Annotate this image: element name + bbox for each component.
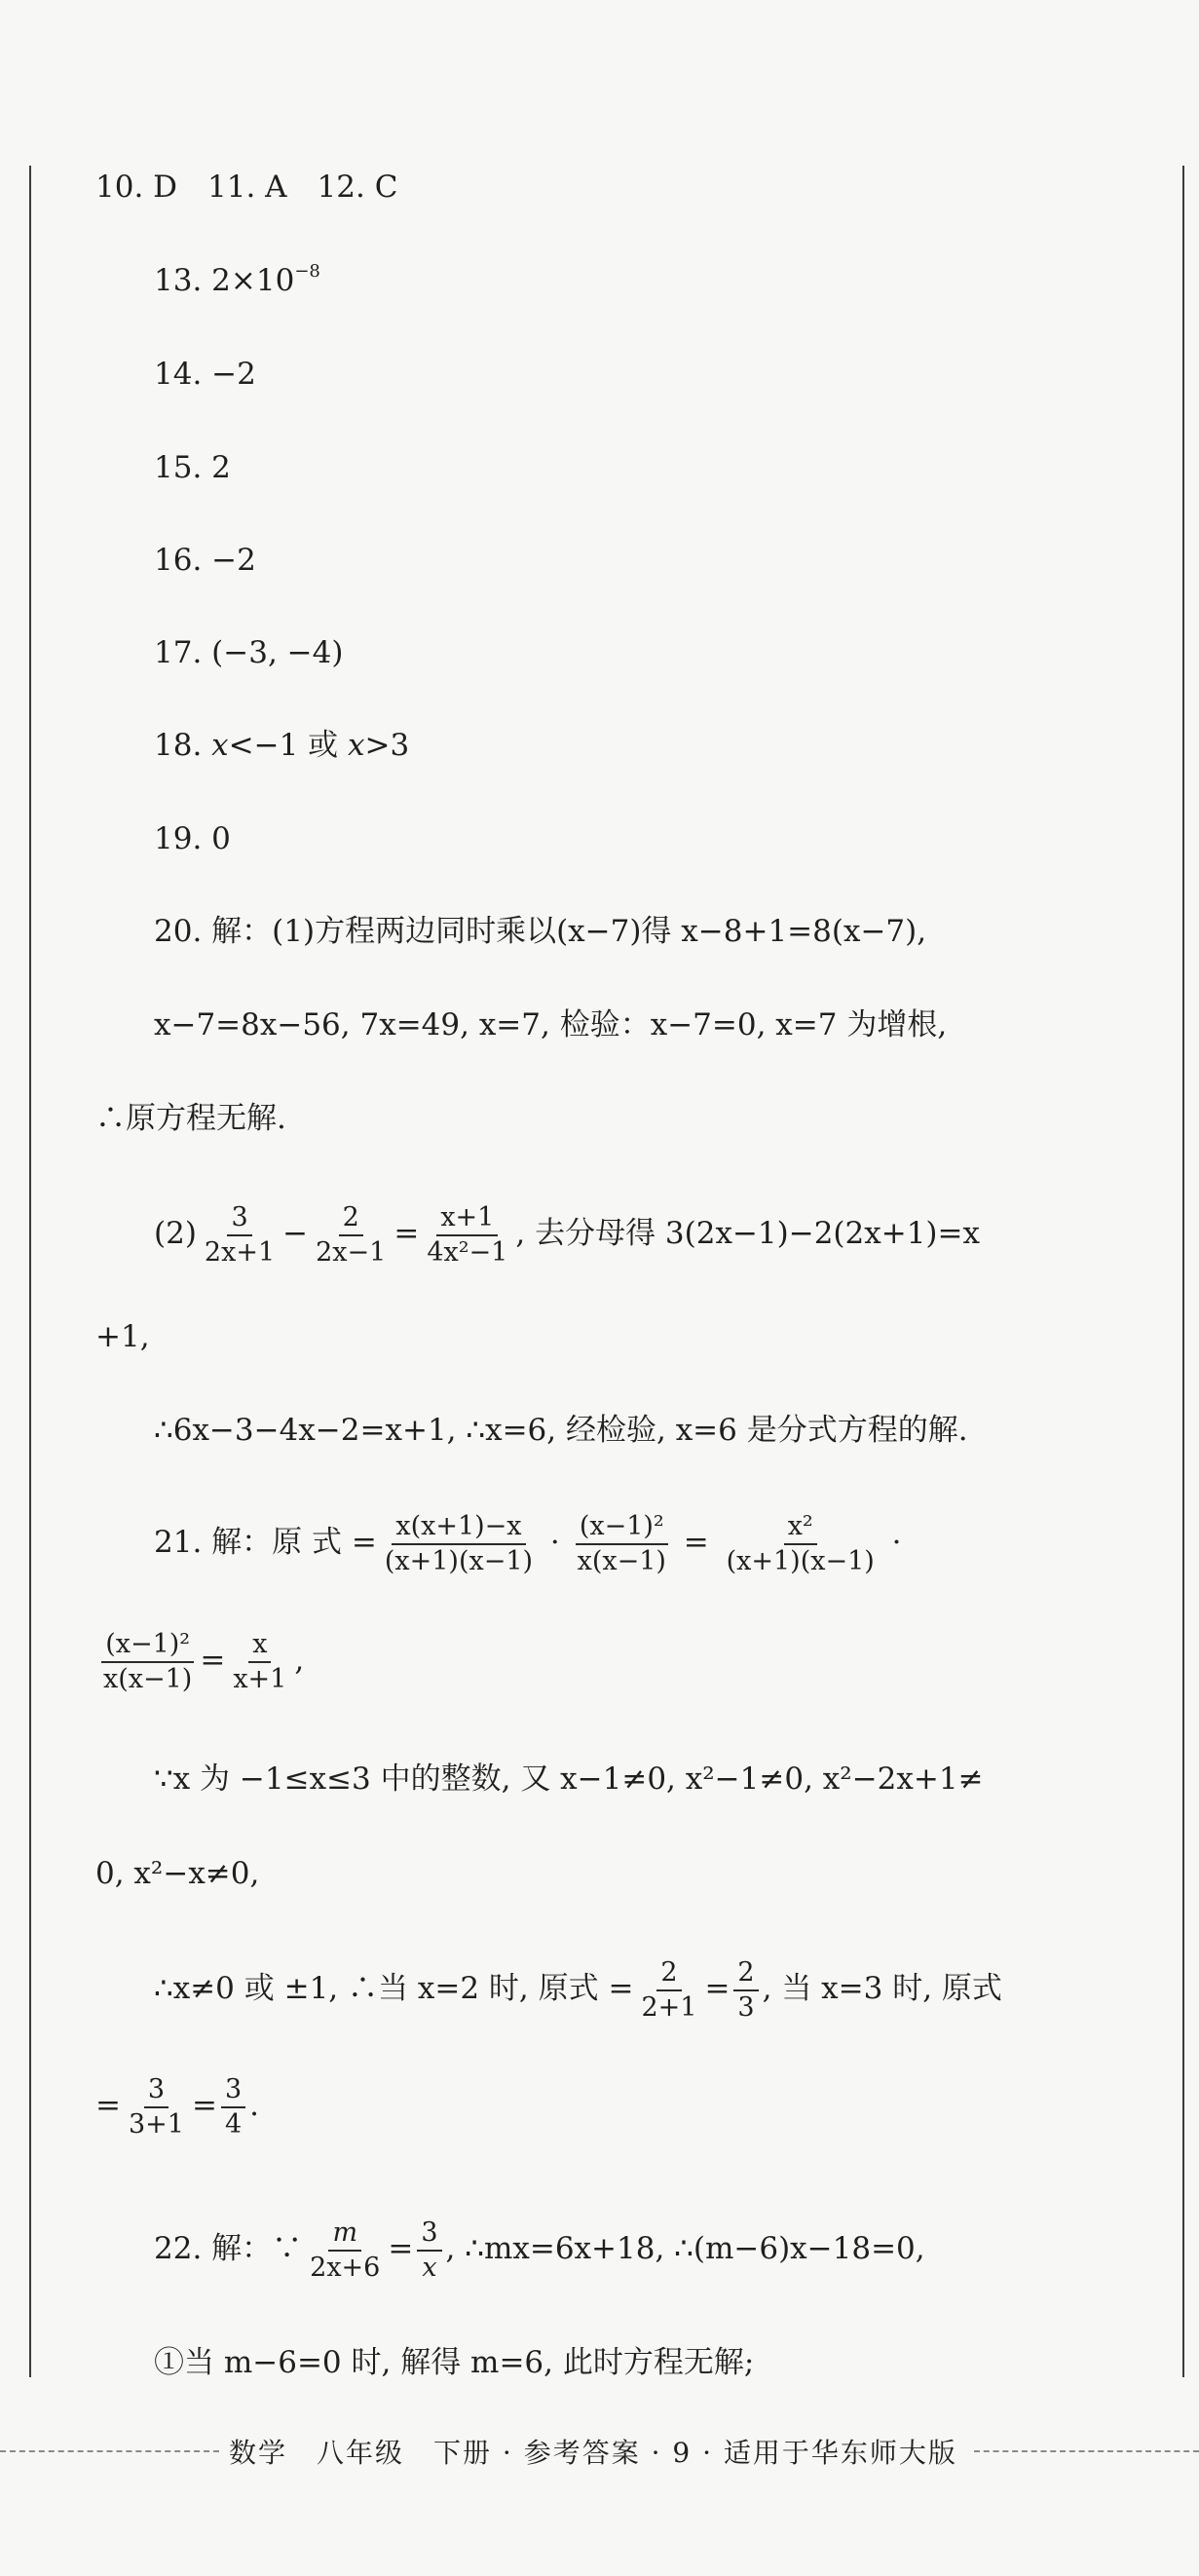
fraction: $\frac{2}{3}$ <box>733 1958 758 2022</box>
q21-line-2: $\frac{\text{(x−1)²}}{x(x-1)}$ = $\frac{x}{x+1}$ , <box>95 1630 304 1693</box>
fraction: $\frac{\text{(x−1)²}}{x(x-1)}$ <box>577 1511 666 1576</box>
fraction: $\frac{x}{x+1}$ <box>233 1629 287 1694</box>
q21-line-4: 0, x²−x≠0, <box>95 1856 260 1891</box>
q20-line-3: ∴原方程无解. <box>95 1101 286 1136</box>
fraction: $\frac{m}{2x+6}$ <box>310 2217 381 2283</box>
footer-rule-right <box>974 2450 1199 2452</box>
fraction: $\frac{x(x+1)-x}{(x+1)(x-1)}$ <box>384 1511 534 1576</box>
q21-line-6: = $\frac{3}{3+1}$ = $\frac{3}{4}$ . <box>95 2074 259 2140</box>
q21-line-3: ∵x 为 −1≤x≤3 中的整数, 又 x−1≠0, x²−1≠0, x²−2x+1≠ <box>154 1762 984 1797</box>
q20-line-1: 20. 解：(1)方程两边同时乘以(x−7)得 x−8+1=8(x−7), <box>154 914 927 949</box>
footer-rule-left <box>0 2450 219 2452</box>
q22-line-2: ①当 m−6=0 时, 解得 m=6, 此时方程无解; <box>154 2345 755 2380</box>
q22-line-1: 22. 解：∵ $\frac{m}{2x+6}$ = $\frac{3}{x}$ , ∴mx=6x+18, ∴(m−6)x−18=0, <box>154 2217 925 2283</box>
page-footer: 数学 八年级 下册 · 参考答案 · 9 · 适用于华东师大版 <box>229 2437 957 2469</box>
fraction: $\frac{3}{3+1}$ <box>128 2074 184 2140</box>
fraction: $\frac{3}{4}$ <box>221 2075 245 2139</box>
fraction: $\frac{x+1}{\text{4x²−1}}$ <box>427 1202 508 1268</box>
answer-18: 18. x<−1 或 x>3 <box>154 728 410 763</box>
left-margin-rule <box>29 166 31 2377</box>
q21-line-1: 21. 解：原 式 = $\frac{x(x+1)-x}{(x+1)(x-1)}$ · $\frac{\text{(x−1)²}}{x(x-1)}$ = $\frac{\text{x²}}{(x+1)(x-1)}$ · <box>154 1511 902 1576</box>
fraction: $\frac{\text{(x−1)²}}{x(x-1)}$ <box>103 1629 193 1694</box>
q21-line-5: ∴x≠0 或 ±1, ∴当 x=2 时, 原式 = $\frac{2}{2+1}$ = $\frac{2}{3}$ , 当 x=3 时, 原式 <box>154 1957 1002 2023</box>
right-margin-rule <box>1182 166 1184 2377</box>
answer-17: 17. (−3, −4) <box>154 635 344 670</box>
answer-15: 15. 2 <box>154 450 231 485</box>
answer-19: 19. 0 <box>154 821 231 856</box>
fraction: $\frac{3}{2x+1}$ <box>204 1202 276 1268</box>
q20-line-5: +1, <box>95 1319 150 1354</box>
answer-14: 14. −2 <box>154 357 256 392</box>
q20-line-4: (2) $\frac{3}{2x+1}$ − $\frac{2}{2x-1}$ = $\frac{x+1}{\text{4x²−1}}$ , 去分母得 3(2x−1)−2(2x+1)=x <box>154 1202 980 1268</box>
answer-16: 16. −2 <box>154 543 256 578</box>
q20-line-6: ∴6x−3−4x−2=x+1, ∴x=6, 经检验, x=6 是分式方程的解. <box>154 1413 968 1448</box>
fraction: $\frac{3}{x}$ <box>417 2218 441 2282</box>
fraction: $\frac{2}{2+1}$ <box>641 1957 697 2023</box>
answer-10-12: 10. D 11. A 12. C <box>95 170 398 205</box>
answer-13: 13. $2\times 10^{-8}$ <box>154 261 320 298</box>
fraction: $\frac{2}{2x-1}$ <box>316 1202 387 1268</box>
q20-line-2: x−7=8x−56, 7x=49, x=7, 检验：x−7=0, x=7 为增根, <box>154 1007 948 1042</box>
fraction: $\frac{\text{x²}}{(x+1)(x-1)}$ <box>726 1511 875 1576</box>
